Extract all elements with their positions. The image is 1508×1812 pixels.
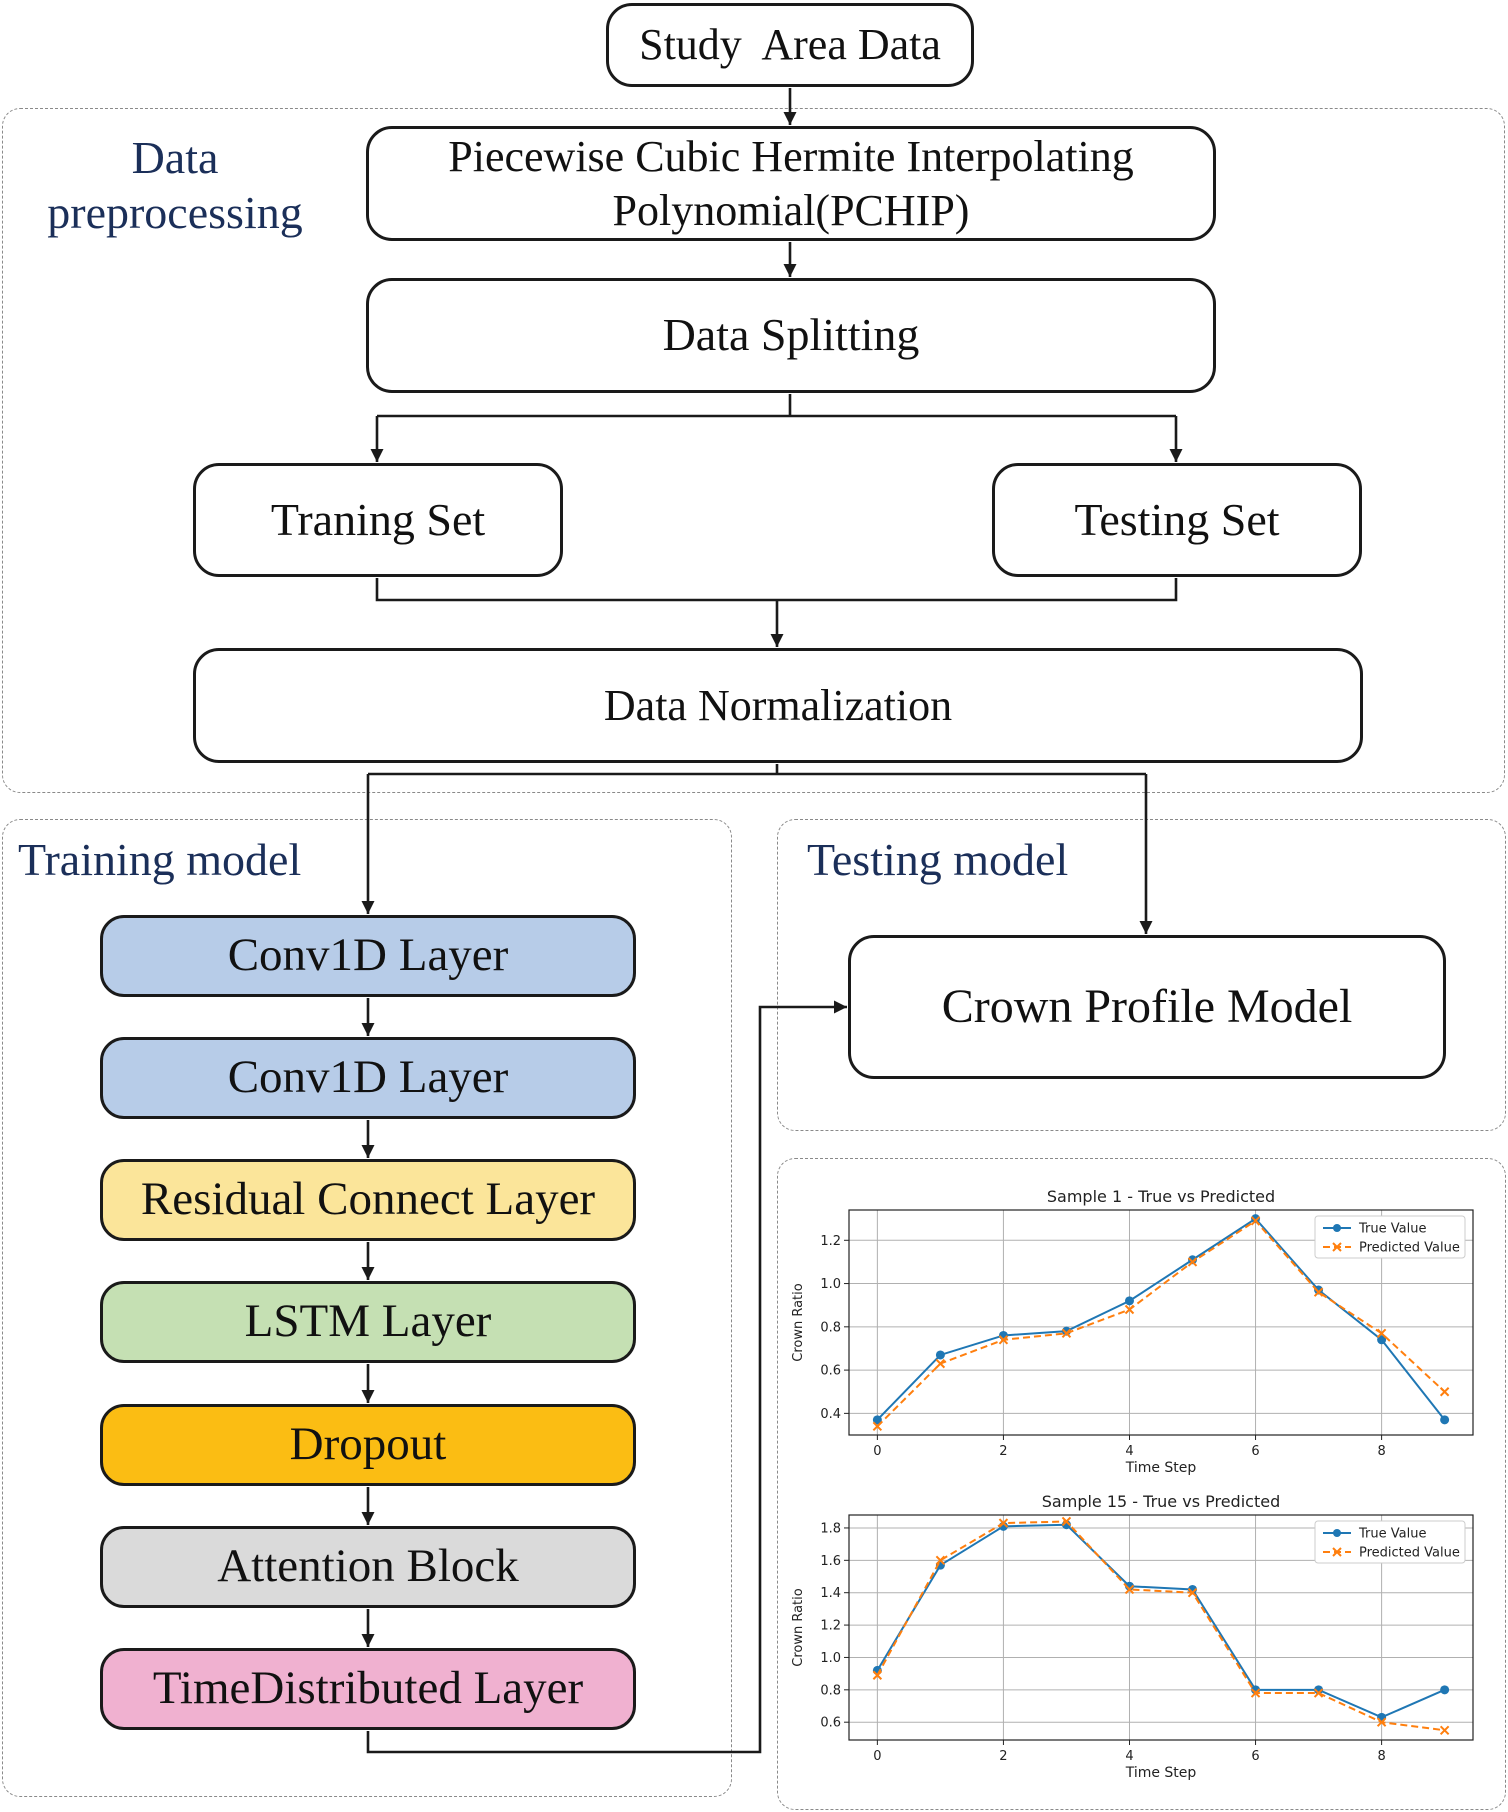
y-axis-label: Crown Ratio: [791, 1588, 806, 1667]
y-tick-label: 0.6: [820, 1363, 841, 1379]
y-tick-label: 1.0: [820, 1650, 841, 1666]
x-tick-label: 0: [873, 1749, 882, 1764]
study-area-data-label: Study Area Data: [639, 20, 941, 70]
layer-label: Attention Block: [217, 1540, 519, 1593]
layer-label: Residual Connect Layer: [140, 1173, 596, 1226]
x-tick-label: 6: [1251, 1749, 1260, 1764]
x-tick-label: 4: [1125, 1749, 1134, 1764]
legend-label: True Value: [1359, 1221, 1427, 1237]
y-tick-label: 0.8: [820, 1683, 841, 1699]
chart-legend: [1315, 1521, 1465, 1563]
training-title: Training model: [18, 834, 302, 885]
preprocessing-title-line1: Data: [131, 132, 219, 183]
layer-label: Conv1D Layer: [227, 1051, 509, 1104]
data-point: [936, 1350, 945, 1359]
y-tick-label: 1.8: [820, 1521, 841, 1537]
legend-label: Predicted Value: [1359, 1545, 1460, 1561]
y-tick-label: 0.4: [820, 1406, 841, 1422]
chart-title: Sample 1 - True vs Predicted: [1046, 1187, 1276, 1206]
data-point: [1440, 1685, 1449, 1694]
y-tick-label: 1.2: [820, 1618, 841, 1634]
pchip-label-line2: Polynomial(PCHIP): [612, 185, 970, 235]
pchip-label-line1: Piecewise Cubic Hermite Interpolating: [448, 131, 1134, 181]
legend-label: Predicted Value: [1359, 1240, 1460, 1256]
y-tick-label: 1.6: [820, 1553, 841, 1569]
x-axis-label: Time Step: [1125, 1460, 1197, 1476]
legend-marker: [1333, 1529, 1341, 1537]
legend-label: True Value: [1359, 1526, 1427, 1542]
data-point: [1441, 1726, 1449, 1734]
data-splitting-label: Data Splitting: [662, 309, 920, 361]
x-tick-label: 0: [873, 1444, 882, 1459]
layer-label: TimeDistributed Layer: [152, 1662, 584, 1715]
data-point: [1125, 1296, 1134, 1305]
testing-title: Testing model: [807, 834, 1069, 885]
y-axis-label: Crown Ratio: [791, 1283, 806, 1362]
data-normalization-label: Data Normalization: [603, 680, 953, 730]
layer-label: LSTM Layer: [244, 1295, 492, 1348]
line-chart-1: [791, 1187, 1473, 1476]
x-tick-label: 8: [1377, 1749, 1386, 1764]
training-set-label: Traning Set: [270, 493, 486, 545]
layer-label: Dropout: [289, 1418, 447, 1471]
y-tick-label: 1.2: [820, 1233, 841, 1249]
x-tick-label: 4: [1125, 1444, 1134, 1459]
y-tick-label: 0.6: [820, 1715, 841, 1731]
data-point: [1441, 1388, 1449, 1396]
x-tick-label: 2: [999, 1749, 1008, 1764]
legend-marker: [1333, 1224, 1341, 1232]
x-tick-label: 2: [999, 1444, 1008, 1459]
layer-label: Conv1D Layer: [227, 929, 509, 982]
data-point: [1377, 1713, 1386, 1722]
crown-profile-model-label: Crown Profile Model: [941, 979, 1353, 1033]
x-tick-label: 8: [1377, 1444, 1386, 1459]
x-axis-label: Time Step: [1125, 1765, 1197, 1781]
chart-title: Sample 15 - True vs Predicted: [1041, 1492, 1281, 1511]
y-tick-label: 1.0: [820, 1277, 841, 1293]
preprocessing-title-line2: preprocessing: [47, 187, 303, 239]
x-tick-label: 6: [1251, 1444, 1260, 1459]
data-point: [1440, 1415, 1449, 1424]
testing-set-label: Testing Set: [1074, 493, 1280, 545]
y-tick-label: 1.4: [820, 1586, 841, 1602]
y-tick-label: 0.8: [820, 1320, 841, 1336]
line-chart-2: [791, 1492, 1473, 1781]
chart-legend: [1315, 1216, 1465, 1258]
